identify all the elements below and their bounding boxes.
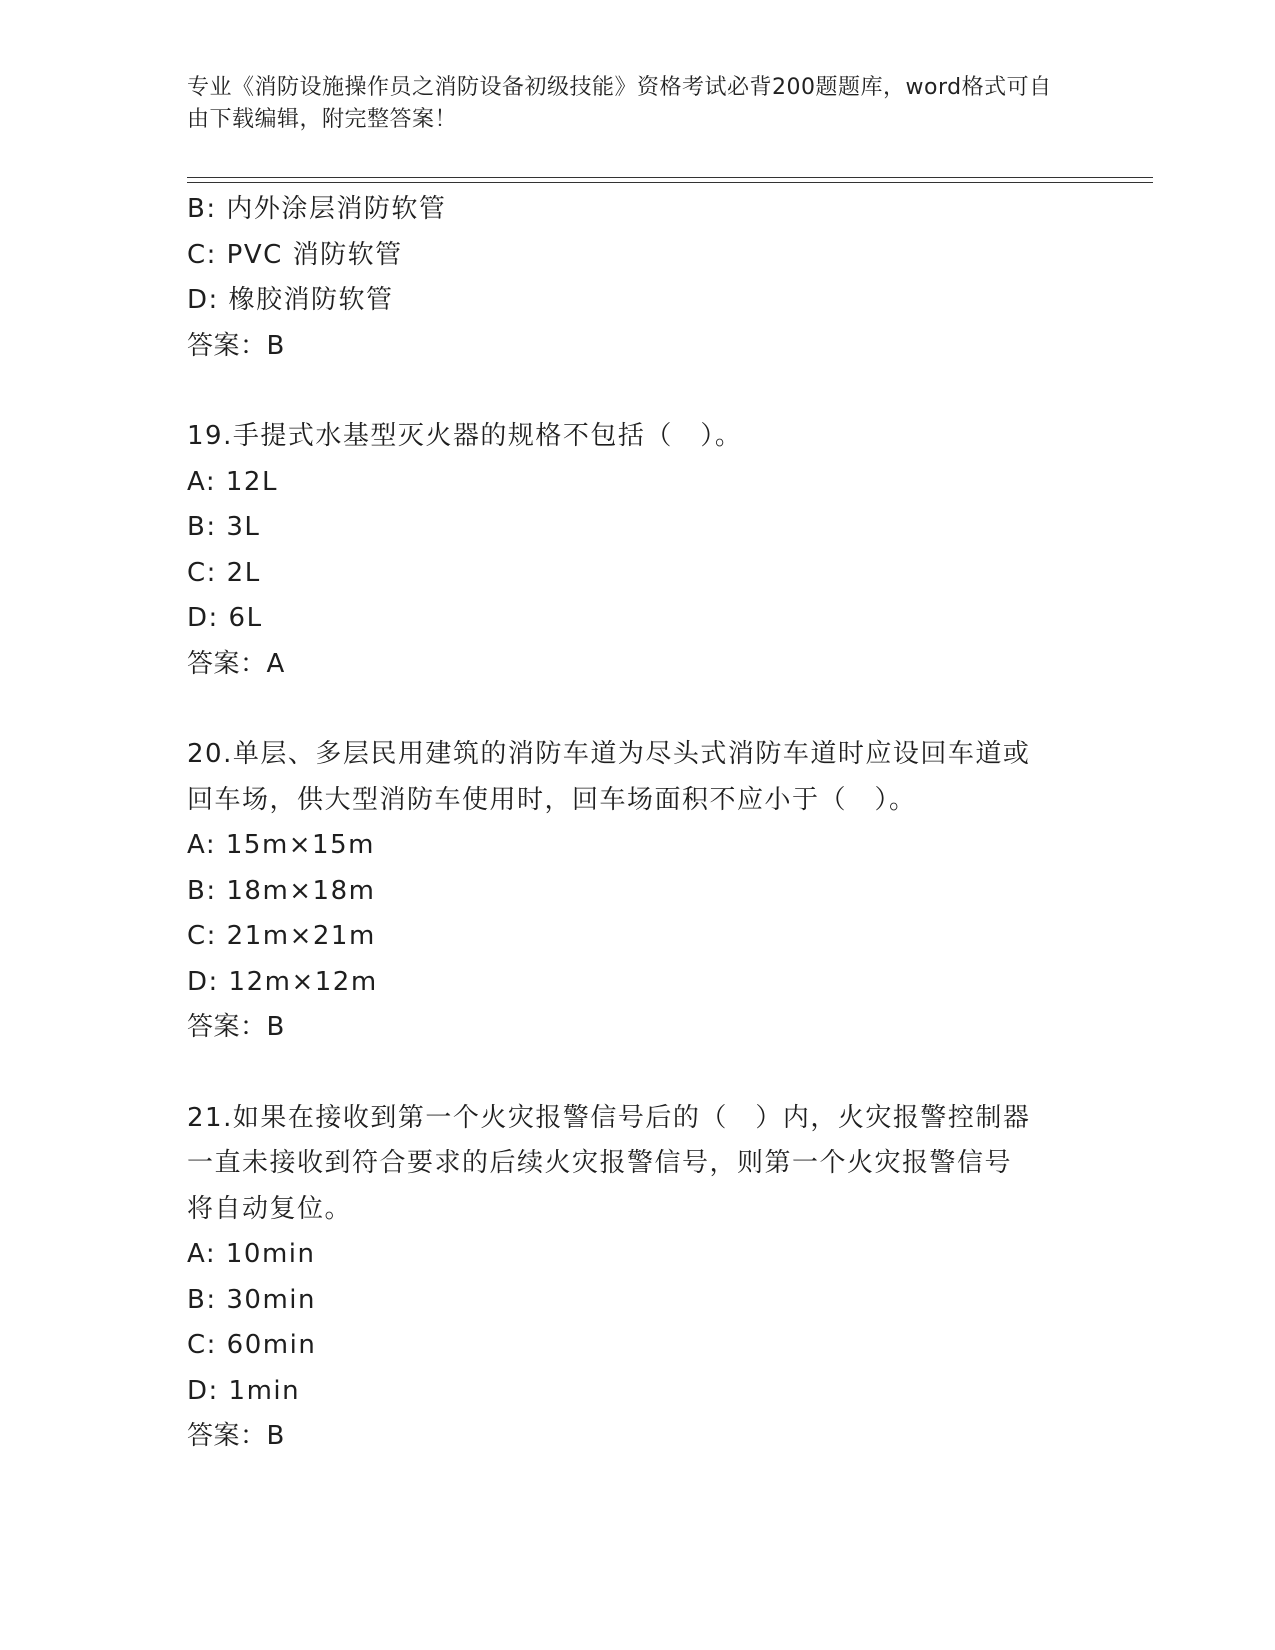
question-18-continuation bbox=[187, 187, 1087, 369]
option-b: B: 3L bbox=[187, 512, 261, 542]
document-header: 专业《消防设施操作员之消防设备初级技能》资格考试必背200题题库，word格式可自由下载编辑，附完整答案！ bbox=[187, 75, 1052, 132]
header-rule-top bbox=[187, 177, 1153, 178]
answer-line: 答案：A bbox=[187, 648, 285, 679]
option-b: B: 30min bbox=[187, 1284, 316, 1315]
question-20 bbox=[187, 732, 1087, 1051]
question-19 bbox=[187, 414, 1087, 687]
question-stem: 19.手提式水基型灭火器的规格不包括（ ）。 bbox=[187, 421, 743, 451]
option-b: B: 18m×18m bbox=[187, 875, 376, 906]
option-d: D: 12m×12m bbox=[187, 966, 378, 997]
question-stem-line-1: 20.单层、多层民用建筑的消防车道为尽头式消防车道时应设回车道或 bbox=[187, 739, 1031, 769]
question-list bbox=[187, 187, 1087, 1460]
spacer bbox=[187, 687, 1087, 732]
header-rule-bottom bbox=[187, 182, 1153, 183]
option-c: C: PVC 消防软管 bbox=[187, 239, 403, 270]
option-d: D: 橡胶消防软管 bbox=[187, 285, 394, 315]
question-stem-line-1: 21.如果在接收到第一个火灾报警信号后的（ ）内，火灾报警控制器 bbox=[187, 1102, 1031, 1133]
question-stem-line-3: 将自动复位。 bbox=[187, 1193, 353, 1224]
question-21 bbox=[187, 1096, 1087, 1460]
answer-line: 答案：B bbox=[187, 330, 285, 361]
spacer bbox=[187, 1051, 1087, 1096]
option-a: A: 10min bbox=[187, 1239, 316, 1269]
option-c: C: 21m×21m bbox=[187, 921, 376, 951]
spacer bbox=[187, 369, 1087, 414]
answer-line: 答案：B bbox=[187, 1421, 285, 1451]
question-stem-line-2: 一直未接收到符合要求的后续火灾报警信号，则第一个火灾报警信号 bbox=[187, 1148, 1013, 1178]
answer-line: 答案：B bbox=[187, 1012, 285, 1042]
option-a: A: 12L bbox=[187, 466, 278, 497]
option-d: D: 1min bbox=[187, 1375, 301, 1406]
option-b: B: 内外涂层消防软管 bbox=[187, 194, 447, 224]
question-stem-line-2: 回车场，供大型消防车使用时，回车场面积不应小于（ ）。 bbox=[187, 784, 917, 815]
option-c: C: 60min bbox=[187, 1330, 317, 1360]
option-d: D: 6L bbox=[187, 603, 263, 633]
option-a: A: 15m×15m bbox=[187, 830, 375, 860]
option-c: C: 2L bbox=[187, 557, 261, 588]
